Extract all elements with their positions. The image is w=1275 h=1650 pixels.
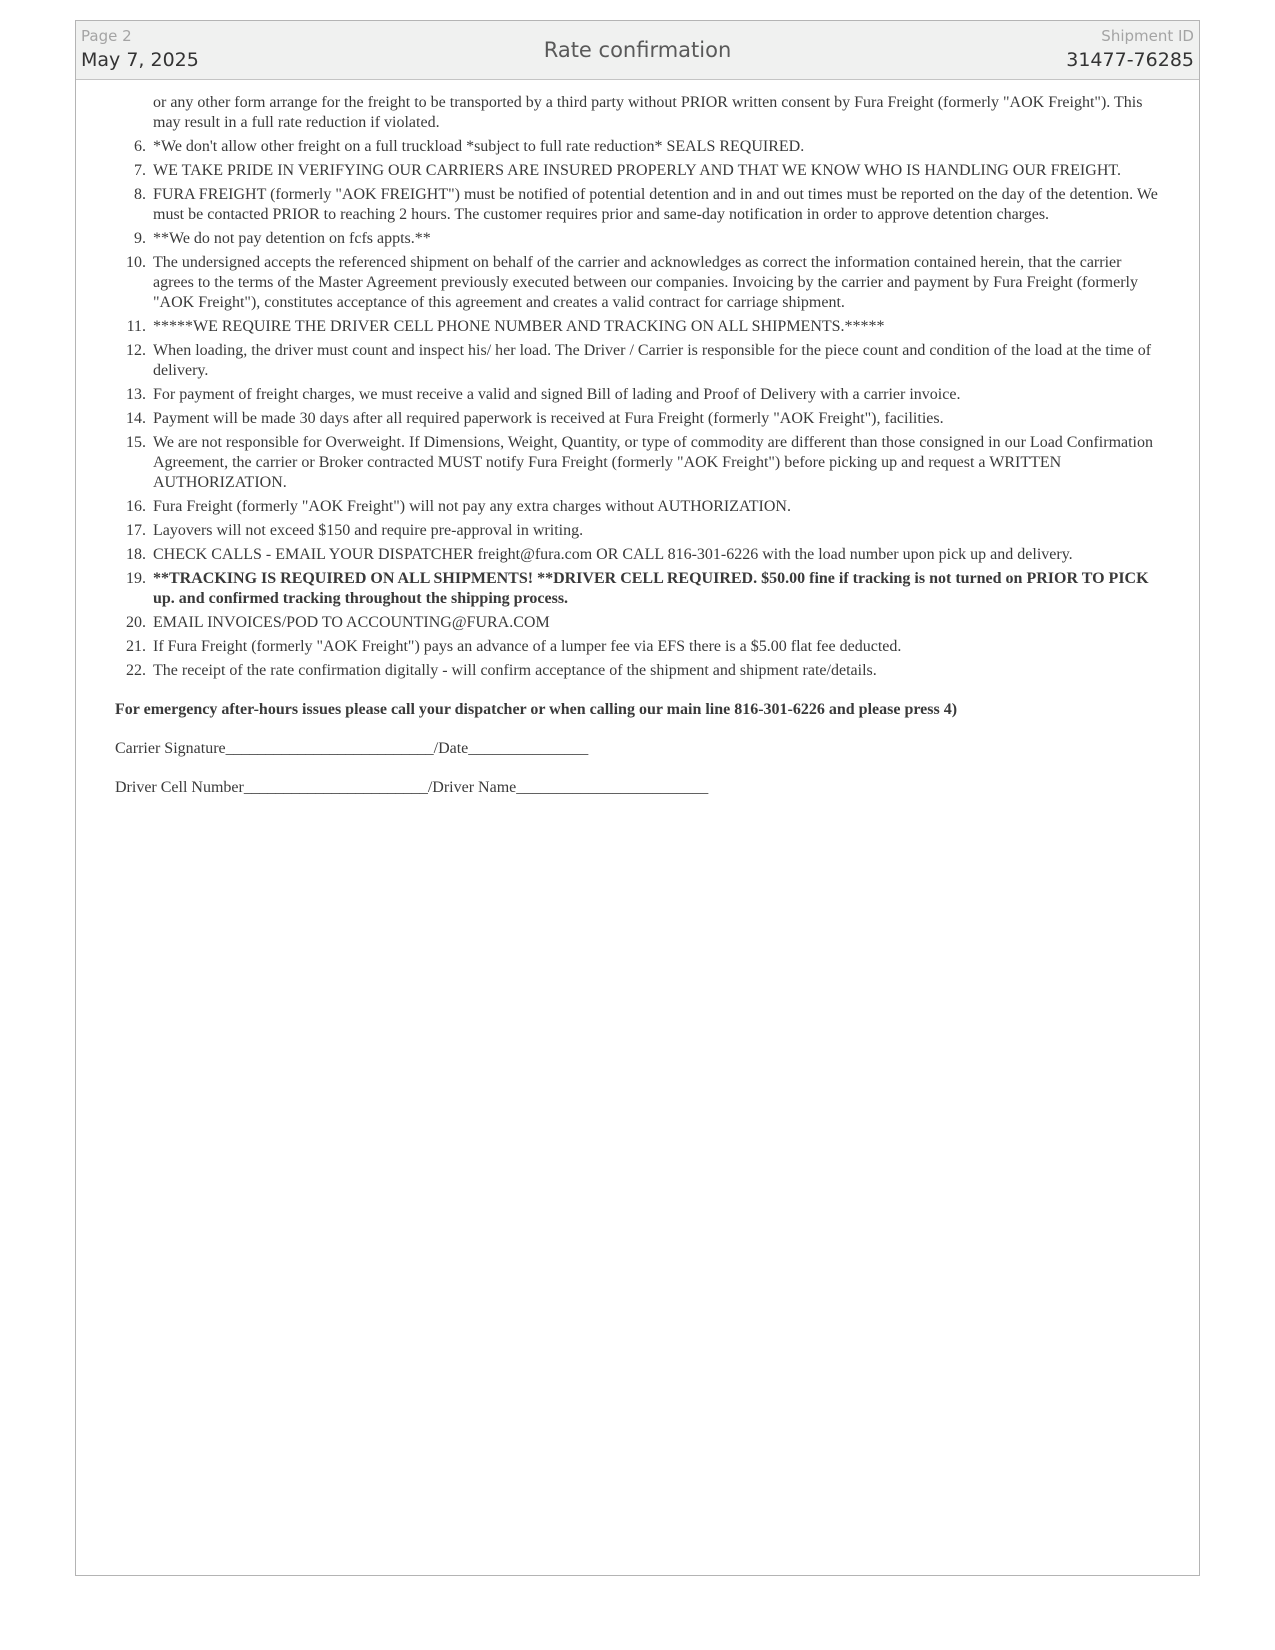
header-right — [1066, 27, 1194, 72]
term-text: Layovers will not exceed $150 and require pre-approval in writing. — [153, 522, 584, 539]
term-number: 13. — [126, 386, 146, 403]
term-text: The receipt of the rate confirmation digitally - will confirm acceptance of the shipment and shipment rate/details. — [153, 662, 877, 679]
term-item — [76, 385, 1199, 405]
term-number: 17. — [126, 522, 146, 539]
document-title: Rate confirmation — [543, 38, 732, 62]
term-number: 16. — [126, 498, 146, 515]
term-item — [76, 185, 1199, 225]
term-item — [76, 137, 1199, 157]
term-number: 11. — [126, 318, 146, 335]
term-text: The undersigned accepts the referenced shipment on behalf of the carrier and acknowledges as correct the information contained herein, that the carrier agrees to the terms of the Master Agreement previously executed between our companies. Invoicing by the carrier and payment by Fura Freight (formerly "AOK Freight"), constitutes acceptance of this agreement and creates a valid contract for carriage shipment. — [153, 254, 1138, 311]
term-number: 20. — [126, 614, 146, 631]
document-date: May 7, 2025 — [81, 49, 199, 71]
term-text: Fura Freight (formerly "AOK Freight") will not pay any extra charges without AUTHORIZATION. — [153, 498, 791, 515]
carrier-signature-line: Carrier Signature__________________________/Date_______________ — [115, 740, 589, 757]
term-number: 7. — [134, 162, 146, 179]
term-text: For payment of freight charges, we must receive a valid and signed Bill of lading and Proof of Delivery with a carrier invoice. — [153, 386, 961, 403]
term-text: CHECK CALLS - EMAIL YOUR DISPATCHER freight@fura.com OR CALL 816-301-6226 with the load number upon pick up and delivery. — [153, 546, 1073, 563]
term-text: EMAIL INVOICES/POD TO ACCOUNTING@FURA.COM — [153, 614, 550, 631]
term-item — [76, 661, 1199, 681]
term-item — [76, 409, 1199, 429]
driver-info-line: Driver Cell Number_______________________/Driver Name________________________ — [115, 779, 709, 796]
page-header — [76, 21, 1199, 80]
document-frame — [75, 20, 1200, 1576]
term-item — [76, 521, 1199, 541]
terms-content — [76, 93, 1199, 798]
term-number: 6. — [134, 138, 146, 155]
term-text: *We don't allow other freight on a full truckload *subject to full rate reduction* SEALS REQUIRED. — [153, 138, 805, 155]
shipment-id-value: 31477-76285 — [1066, 49, 1194, 71]
term-item — [76, 253, 1199, 313]
term-number: 12. — [126, 342, 146, 359]
term-text: FURA FREIGHT (formerly "AOK FREIGHT") must be notified of potential detention and in and out times must be reported on the day of the detention. We must be contacted PRIOR to reaching 2 hours. The customer requires prior and same-day notification in order to approve detention charges. — [153, 186, 1158, 223]
shipment-id-label: Shipment ID — [1101, 27, 1194, 45]
term-text: Payment will be made 30 days after all required paperwork is received at Fura Freight (formerly "AOK Freight"), facilities. — [153, 410, 944, 427]
term-number: 14. — [126, 410, 146, 427]
term-number: 19. — [126, 570, 146, 587]
term-number: 9. — [134, 230, 146, 247]
term-text: *****WE REQUIRE THE DRIVER CELL PHONE NUMBER AND TRACKING ON ALL SHIPMENTS.***** — [153, 318, 885, 335]
term-item — [76, 613, 1199, 633]
term-item — [76, 317, 1199, 337]
page-label: Page 2 — [81, 27, 132, 45]
term-item — [76, 433, 1199, 493]
term-text: We are not responsible for Overweight. If Dimensions, Weight, Quantity, or type of commodity are different than those consigned in our Load Confirmation Agreement, the carrier or Broker contracted MUST notify Fura Freight (formerly "AOK Freight") before picking up and request a WRITTEN AUTHORIZATION. — [153, 434, 1153, 491]
term-item — [76, 497, 1199, 517]
term-text: If Fura Freight (formerly "AOK Freight") pays an advance of a lumper fee via EFS there is a $5.00 flat fee deducted. — [153, 638, 902, 655]
emergency-note: For emergency after-hours issues please call your dispatcher or when calling our main line 816-301-6226 and please press 4) — [115, 701, 958, 718]
term-item — [76, 637, 1199, 657]
term-text: When loading, the driver must count and inspect his/ her load. The Driver / Carrier is responsible for the piece count and condition of the load at the time of delivery. — [153, 342, 1152, 379]
term-number: 18. — [126, 546, 146, 563]
term-item-tracking — [76, 569, 1199, 609]
term-text: WE TAKE PRIDE IN VERIFYING OUR CARRIERS ARE INSURED PROPERLY AND THAT WE KNOW WHO IS HANDLING OUR FREIGHT. — [153, 162, 1121, 179]
term-number: 21. — [126, 638, 146, 655]
terms-list — [76, 137, 1199, 681]
term-item — [76, 545, 1199, 565]
term-item — [76, 229, 1199, 249]
term-number: 10. — [126, 254, 146, 271]
continued-term-text: or any other form arrange for the freight to be transported by a third party without PRIOR written consent by Fura Freight (formerly "AOK Freight"). This may result in a full rate reduction if violated. — [153, 94, 1143, 131]
term-number: 15. — [126, 434, 146, 451]
term-number: 8. — [134, 186, 146, 203]
term-item — [76, 341, 1199, 381]
term-text: **TRACKING IS REQUIRED ON ALL SHIPMENTS! **DRIVER CELL REQUIRED. $50.00 fine if tracking is not turned on PRIOR TO PICK up. and confirmed tracking throughout the shipping process. — [153, 570, 1149, 607]
term-number: 22. — [126, 662, 146, 679]
term-item — [76, 161, 1199, 181]
term-text: **We do not pay detention on fcfs appts.** — [153, 230, 431, 247]
